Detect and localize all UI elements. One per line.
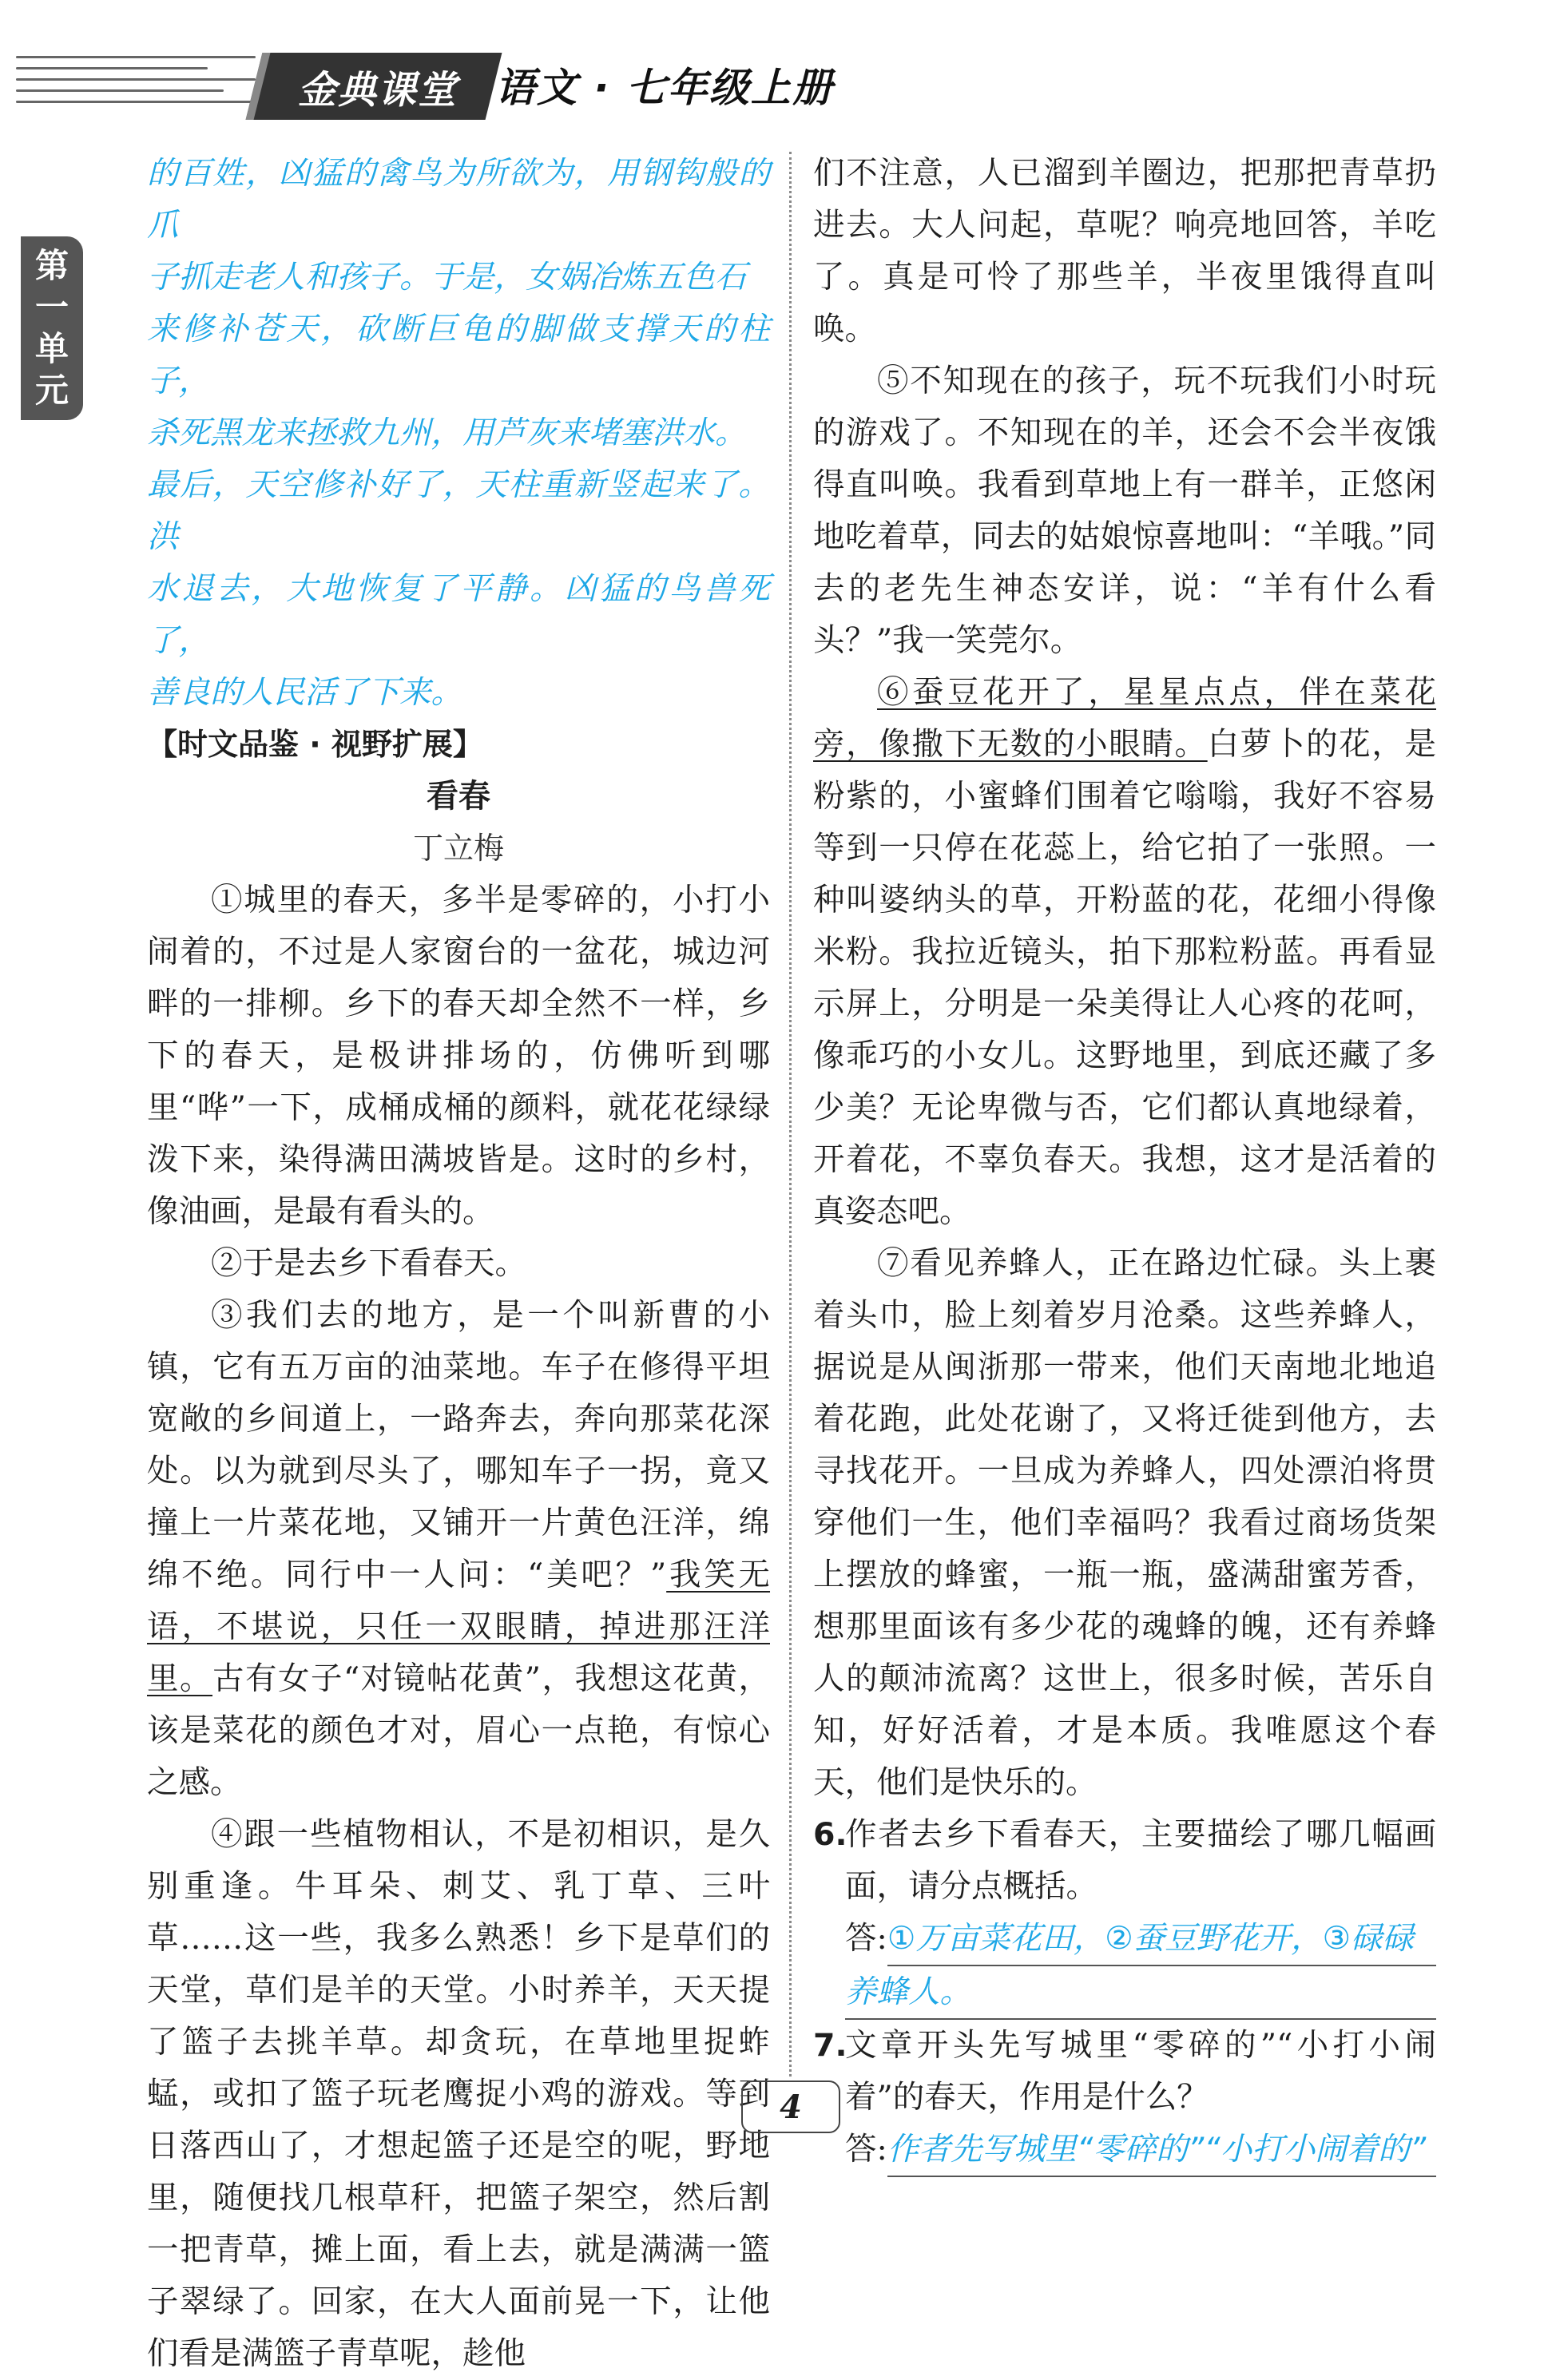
paragraph-3 xyxy=(147,1290,770,1809)
paragraph-4-continued: 们不注意，人已溜到羊圈边，把那把青草扔进去。大人问起，草呢？响亮地回答，羊吃了。真是可怜了那些羊，半夜里饿得直叫唤。 xyxy=(813,155,1436,347)
answer-7-line-1 xyxy=(845,2124,1436,2177)
unit-tab-char: 单 xyxy=(34,329,69,368)
paragraph-1: ①城里的春天，多半是零碎的，小打小闹着的，不过是人家窗台的一盆花，城边河畔的一排柳。乡下的春天却全然不一样，乡下的春天，是极讲排场的，仿佛听到哪里“哗”一下，成桶成桶的颜料，就花花绿绿泼下来，染得满田满坡皆是。这时的乡村，像油画，是最有看头的。 xyxy=(147,882,770,1230)
answer-label: 答: xyxy=(845,1920,887,1957)
column-divider xyxy=(789,152,792,2077)
paragraph-6 xyxy=(813,667,1436,1238)
page-number: 4 xyxy=(741,2081,840,2133)
brand-title: 金典课堂 xyxy=(297,67,458,113)
paragraph-6-text: 白萝卜的花，是粉紫的，小蜜蜂们围着它嗡嗡，我好不容易等到一只停在花蕊上，给它拍了一张照。一种叫婆纳头的草，开粉蓝的花，花细小得像米粉。我拉近镜头，拍下那粒粉蓝。再看显示屏上，分明是一朵美得让人心疼的花呵，像乖巧的小女儿。这野地里，到底还藏了多少美？无论卑微与否，它们都认真地绿着，开着花，不辜负春天。我想，这才是活着的真姿态吧。 xyxy=(813,726,1437,1230)
question-text: 作者去乡下看春天，主要描绘了哪几幅画面，请分点概括。 xyxy=(845,1816,1436,1905)
answer-6-line-1 xyxy=(845,1913,1436,1966)
answer-label: 答: xyxy=(845,2131,887,2168)
answer-text: 养蜂人。 xyxy=(845,1966,1436,2020)
paragraph-5: ⑤不知现在的孩子，玩不玩我们小时玩的游戏了。不知现在的羊，还会不会半夜饿得直叫唤。我看到草地上有一群羊，正悠闲地吃着草，同去的姑娘惊喜地叫：“羊哦。”同去的老先生神态安详，说：“羊有什么看头？”我一笑莞尔。 xyxy=(813,363,1436,659)
unit-tab-char: 元 xyxy=(34,371,69,410)
answer-text: ①万亩菜花田，②蚕豆野花开，③碌碌 xyxy=(887,1913,1436,1966)
unit-side-tab xyxy=(21,236,83,420)
unit-tab-char: 第 xyxy=(34,246,69,285)
underlined-sentence: 我笑无语，不堪说，只任一双眼睛，掉进那汪洋里。 xyxy=(147,1557,771,1697)
question-number: 7. xyxy=(813,2027,847,2064)
question-text: 文章开头先写城里“零碎的”“小打小闹着”的春天，作用是什么？ xyxy=(845,2027,1436,2116)
brand-banner xyxy=(246,53,502,120)
article-title: 看春 xyxy=(427,778,490,815)
answer-line: 来修补苍天，砍断巨龟的脚做支撑天的柱子， xyxy=(147,311,770,399)
answer-line: 水退去，大地恢复了平静。凶猛的鸟兽死了， xyxy=(147,570,770,659)
underlined-sentence: ⑥蚕豆花开了，星星点点，伴在菜花旁，像撒下无数的小眼睛。 xyxy=(813,674,1436,763)
unit-tab-char: 一 xyxy=(34,288,69,327)
header-decoration-lines xyxy=(16,56,264,112)
answer-text: 作者先写城里“零碎的”“小打小闹着的” xyxy=(887,2124,1436,2177)
left-column xyxy=(147,148,770,2380)
paragraph-3-text: 古有女子“对镜帖花黄”，我想这花黄，该是菜花的颜色才对，眉心一点艳，有惊心之感。 xyxy=(147,1660,771,1801)
answer-6-line-2 xyxy=(845,1966,1436,2020)
previous-answer-block xyxy=(147,148,770,719)
answer-line: 最后，天空修补好了，天柱重新竖起来了。洪 xyxy=(147,466,770,555)
paragraph-7: ⑦看见养蜂人，正在路边忙碌。头上裹着头巾，脸上刻着岁月沧桑。这些养蜂人，据说是从闽浙那一带来，他们天南地北地追着花跑，此处花谢了，又将迁徙到他方，去寻找花开。一旦成为养蜂人，四处漂泊将贯穿他们一生，他们幸福吗？我看过商场货架上摆放的蜂蜜，一瓶一瓶，盛满甜蜜芳香，想那里面该有多少花的魂蜂的魄，还有养蜂人的颠沛流离？这世上，很多时候，苦乐自知，好好活着，才是本质。我唯愿这个春天，他们是快乐的。 xyxy=(813,1245,1436,1801)
question-6 xyxy=(813,1809,1436,1913)
answer-line: 善良的人民活了下来。 xyxy=(147,674,462,711)
answer-line: 的百姓，凶猛的禽鸟为所欲为，用钢钩般的爪 xyxy=(147,155,770,244)
article-author: 丁立梅 xyxy=(412,831,504,866)
paragraph-4: ④跟一些植物相认，不是初相识，是久别重逢。牛耳朵、刺艾、乳丁草、三叶草……这一些，我多么熟悉！乡下是草们的天堂，草们是羊的天堂。小时养羊，天天提了篮子去挑羊草。却贪玩，在草地里捉蚱蜢，或扣了篮子玩老鹰捉小鸡的游戏。等到日落西山了，才想起篮子还是空的呢，野地里，随便找几根草秆，把篮子架空，然后割一把青草，摊上面，看上去，就是满满一篮子翠绿了。回家，在大人面前晃一下，让他们看是满篮子青草呢，趁他 xyxy=(147,1816,770,2372)
section-title: 【时文品鉴 · 视野扩展】 xyxy=(147,727,483,762)
answer-line: 子抓走老人和孩子。于是，女娲冶炼五色石 xyxy=(147,259,747,296)
subject-title: 语文 · 七年级上册 xyxy=(495,65,834,111)
paragraph-2: ②于是去乡下看春天。 xyxy=(211,1245,526,1282)
right-column xyxy=(813,148,1436,2177)
question-number: 6. xyxy=(813,1816,847,1853)
question-7 xyxy=(813,2020,1436,2124)
paragraph-3-text: ③我们去的地方，是一个叫新曹的小镇，它有五万亩的油菜地。车子在修得平坦宽敞的乡间道上，一路奔去，奔向那菜花深处。以为就到尽头了，哪知车子一拐，竟又撞上一片菜花地，又铺开一片黄色汪洋，绵绵不绝。同行中一人问：“美吧？” xyxy=(147,1297,770,1593)
answer-line: 杀死黑龙来拯救九州，用芦灰来堵塞洪水。 xyxy=(147,415,747,451)
